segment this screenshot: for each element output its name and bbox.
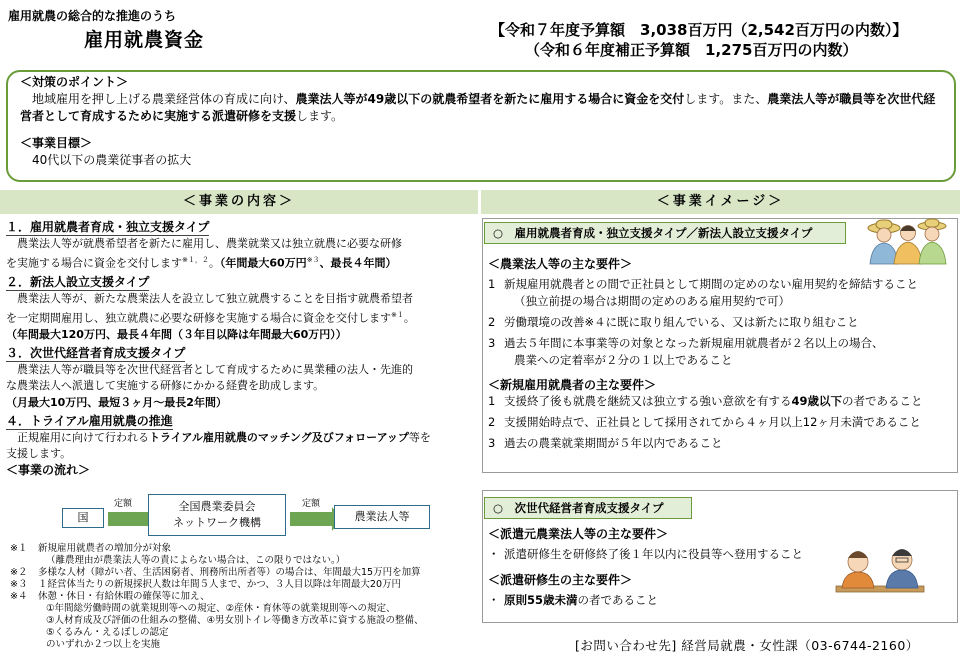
note-key — [10, 615, 38, 627]
s1-line2 — [6, 252, 472, 272]
flow-box-network-line1: 全国農業委員会 — [178, 500, 256, 513]
s3-bold: （月最大10万円、最短３ヶ月～最長2年間） — [6, 396, 227, 410]
panel2-body — [488, 526, 838, 609]
req1-list — [488, 276, 954, 369]
person-right — [886, 549, 918, 588]
note-row — [10, 627, 480, 639]
flow-box-farm: 農業法人等 — [334, 505, 430, 529]
s1-line1: 農業法人等が就農希望者を新たに雇用し、農業就業又は独立就農に必要な研修 — [17, 237, 402, 250]
note-row — [10, 567, 480, 579]
s4-line2: 支援します。 — [6, 447, 72, 461]
note-key: ※４ — [10, 591, 28, 602]
s4-line1b: トライアル雇用就農のマッチング及びフォローアップ — [149, 431, 409, 445]
req2-item-1 — [488, 393, 954, 410]
s2-bold: （年間最大120万円、最長４年間（３年目以降は年間最大60万円）） — [6, 328, 347, 342]
points-box — [6, 70, 956, 182]
req4-item-text: の者であること — [577, 593, 659, 608]
req2-item-2-num: 2 — [488, 415, 496, 430]
s2-title: ２．新法人設立支援タイプ — [6, 274, 150, 289]
req1-item-text: 農業への定着率が２分の１以上であること — [514, 353, 733, 368]
panel2-tag: ○ 次世代経営者育成支援タイプ — [484, 497, 692, 519]
req2-item-1a: 支援終了後も就農を継続又は独立する強い意欲を有する — [504, 394, 792, 409]
req1-item-num — [488, 352, 504, 369]
note-row — [10, 543, 480, 555]
req1-item-text: 労働環境の改善※４に既に取り組んでいる、又は新たに取り組むこと — [504, 315, 859, 330]
page-title: 雇用就農資金 — [84, 29, 205, 51]
req1-item-text: （独立前提の場合は期間の定めのある雇用契約で可） — [514, 294, 790, 309]
s2-line2-text: を一定期間雇用し、独立就農に必要な研修を実施する場合に資金を交付します — [6, 311, 391, 325]
notes — [10, 543, 480, 651]
flow-box-kuni: 国 — [62, 508, 104, 528]
s1-title: １．雇用就農者育成・独立支援タイプ — [6, 220, 210, 234]
req1-item-text: 新規雇用就農者との間で正社員として期間の定めのない雇用契約を締結すること — [504, 277, 918, 292]
req2-item-2-text: 支援開始時点で、正社員として採用されてから４ヶ月以上12ヶ月未満であること — [504, 415, 921, 430]
req4-item-bold: 原則55歳未満 — [504, 593, 578, 608]
points-heading: ＜対策のポイント＞ — [20, 75, 129, 89]
req1-item-text: 過去５年間に本事業等の対象となった新規雇用就農者が２名以上の場合、 — [504, 336, 884, 351]
note-key: ※１ — [10, 543, 28, 554]
note-row — [10, 579, 480, 591]
goal-heading: ＜事業目標＞ — [20, 136, 93, 150]
note-text: 多様な人材（障がい者、生活困窮者、刑務所出所者等）の場合は、年間最大15万円を加算 — [38, 567, 421, 578]
req4-bullet: ・ — [488, 593, 500, 608]
points-text-d: 農業法人等が職員等を次世代経営者として育成するために実施する派遣研修を支援 — [20, 92, 936, 123]
req3-item — [488, 546, 838, 563]
note-key — [10, 555, 38, 567]
req1-item — [488, 276, 954, 293]
req1-item-num: 1 — [488, 277, 496, 292]
req4-heading: ＜派遣研修生の主な要件＞ — [488, 573, 633, 588]
points-text-b: 農業法人等が49歳以下の就農希望者を新たに雇用する場合に資金を交付 — [295, 92, 685, 106]
req1-item — [488, 352, 954, 369]
goal-text: 40代以下の農業従事者の拡大 — [32, 153, 192, 167]
flow-arrow-2 — [290, 512, 332, 526]
s3-line2: な農業法人へ派遣して実施する研修にかかる経費を助成します。 — [6, 379, 325, 393]
flow-arrow-1-label: 定額 — [114, 499, 133, 509]
header-subtitle: 雇用就農の総合的な推進のうち — [8, 9, 177, 23]
note-text: （離農理由が農業法人等の責によらない場合は、この限りではない。） — [46, 555, 346, 566]
contact-info: [お問い合わせ先] 経営局就農・女性課（03-6744-2160） — [575, 638, 919, 653]
note-row — [10, 615, 480, 627]
req1-heading: ＜農業法人等の主な要件＞ — [488, 257, 633, 271]
panel1-tag: ○ 雇用就農者育成・独立支援タイプ／新法人設立支援タイプ — [484, 222, 846, 244]
s3-line1: 農業法人等が職員等を次世代経営者として育成するために異業種の法人・先進的 — [17, 363, 413, 377]
flow-arrow-2-label: 定額 — [302, 499, 321, 509]
s2-note: ※１ — [391, 310, 404, 319]
req2-item-3 — [488, 435, 954, 452]
s2-line2 — [6, 307, 472, 327]
business-content — [6, 220, 472, 479]
req2-heading: ＜新規雇用就農者の主な要件＞ — [488, 378, 657, 393]
req2-item-1-text — [504, 393, 923, 410]
req3-bullet: ・ — [488, 547, 500, 562]
section-header-image: ＜事業イメージ＞ — [481, 190, 960, 214]
note-text: １経営体当たりの新規採択人数は年間５人まで、かつ、３人目以降は年間最大20万円 — [38, 579, 402, 590]
person-left — [842, 551, 874, 588]
s3-title: ３．次世代経営者育成支援タイプ — [6, 346, 186, 361]
req2-item-1-num: 1 — [488, 394, 496, 409]
req1-item-num: 2 — [488, 315, 496, 330]
req2-item-1c: の者であること — [842, 394, 923, 409]
s1-note2: ※３ — [306, 256, 320, 264]
note-text: ⑤くるみん・えるぼしの認定 — [46, 627, 169, 638]
s4-line1c: 等を — [408, 431, 431, 445]
flow-box-network — [148, 494, 286, 536]
section-header-content: ＜事業の内容＞ — [0, 190, 478, 214]
s4-line1a: 正規雇用に向けて行われる — [17, 431, 149, 445]
req3-heading: ＜派遣元農業法人等の主な要件＞ — [488, 527, 669, 541]
note-text: 休憩・休日・有給休暇の確保等に加え、 — [38, 591, 210, 602]
note-text: 新規雇用就農者の増加分が対象 — [38, 543, 172, 554]
note-key — [10, 627, 38, 639]
panel1-body — [488, 256, 954, 452]
budget-line-1: 【令和７年度予算額 3,038百万円（2,542百万円の内数）】 — [490, 21, 908, 39]
flow-arrow-1 — [108, 512, 150, 526]
s4-title: ４．トライアル雇用就農の推進 — [6, 414, 173, 429]
s1-line2-text: を実施する場合に資金を交付します — [6, 256, 182, 270]
req1-item — [488, 293, 954, 310]
req1-item-num — [488, 293, 504, 310]
req3-item-text: 派遣研修生を研修終了後１年以内に役員等へ登用すること — [504, 547, 803, 562]
points-text-a: 地域雇用を押し上げる農業経営体の育成に向け、 — [32, 92, 296, 106]
points-text-c: します。また、 — [684, 92, 768, 106]
note-key — [10, 639, 38, 651]
note-row — [10, 603, 480, 615]
note-text: ③人材育成及び評価の仕組みの整備、④男女別トイレ等働き方改革に資する施設の整備、 — [46, 615, 424, 626]
s1-bold: （年間最大60万円 — [219, 256, 307, 270]
req2-item-1b: 49歳以下 — [791, 394, 843, 409]
note-row — [10, 555, 480, 567]
s2-line1: 農業法人等が、新たな農業法人を設立して独立就農することを目指す就農希望者 — [17, 291, 413, 305]
budget-line-2: （令和６年度補正予算額 1,275百万円の内数） — [525, 41, 858, 59]
points-text-e: します。 — [296, 109, 344, 123]
req2-item-2 — [488, 414, 954, 431]
flow-heading: ＜事業の流れ＞ — [6, 463, 91, 478]
req1-item-num: 3 — [488, 336, 496, 351]
s1-note: ※１，２ — [182, 256, 209, 264]
flow-box-network-line2: ネットワーク機構 — [173, 516, 261, 529]
consultation-illustration-icon — [832, 538, 928, 610]
s4-line1 — [6, 430, 472, 446]
req2-item-3-num: 3 — [488, 436, 496, 451]
points-text — [20, 91, 942, 125]
note-key: ※２ — [10, 567, 28, 578]
req1-item — [488, 314, 954, 331]
note-row — [10, 591, 480, 603]
req2-item-3-text: 過去の農業就業期間が５年以内であること — [504, 436, 723, 451]
s2-line2-end: 。 — [403, 311, 415, 325]
note-key — [10, 603, 38, 615]
note-row — [10, 639, 480, 651]
s1-bold2: 、最長４年間） — [319, 256, 397, 270]
note-text: ①年間総労働時間の就業規則等への規定、②産休・育休等の就業規則等への規定、 — [46, 603, 396, 614]
note-key: ※３ — [10, 579, 28, 590]
req4-item — [488, 592, 838, 609]
req1-item — [488, 335, 954, 352]
note-text: のいずれか２つ以上を実施 — [46, 639, 161, 650]
s1-line2-end: 。 — [208, 256, 220, 270]
